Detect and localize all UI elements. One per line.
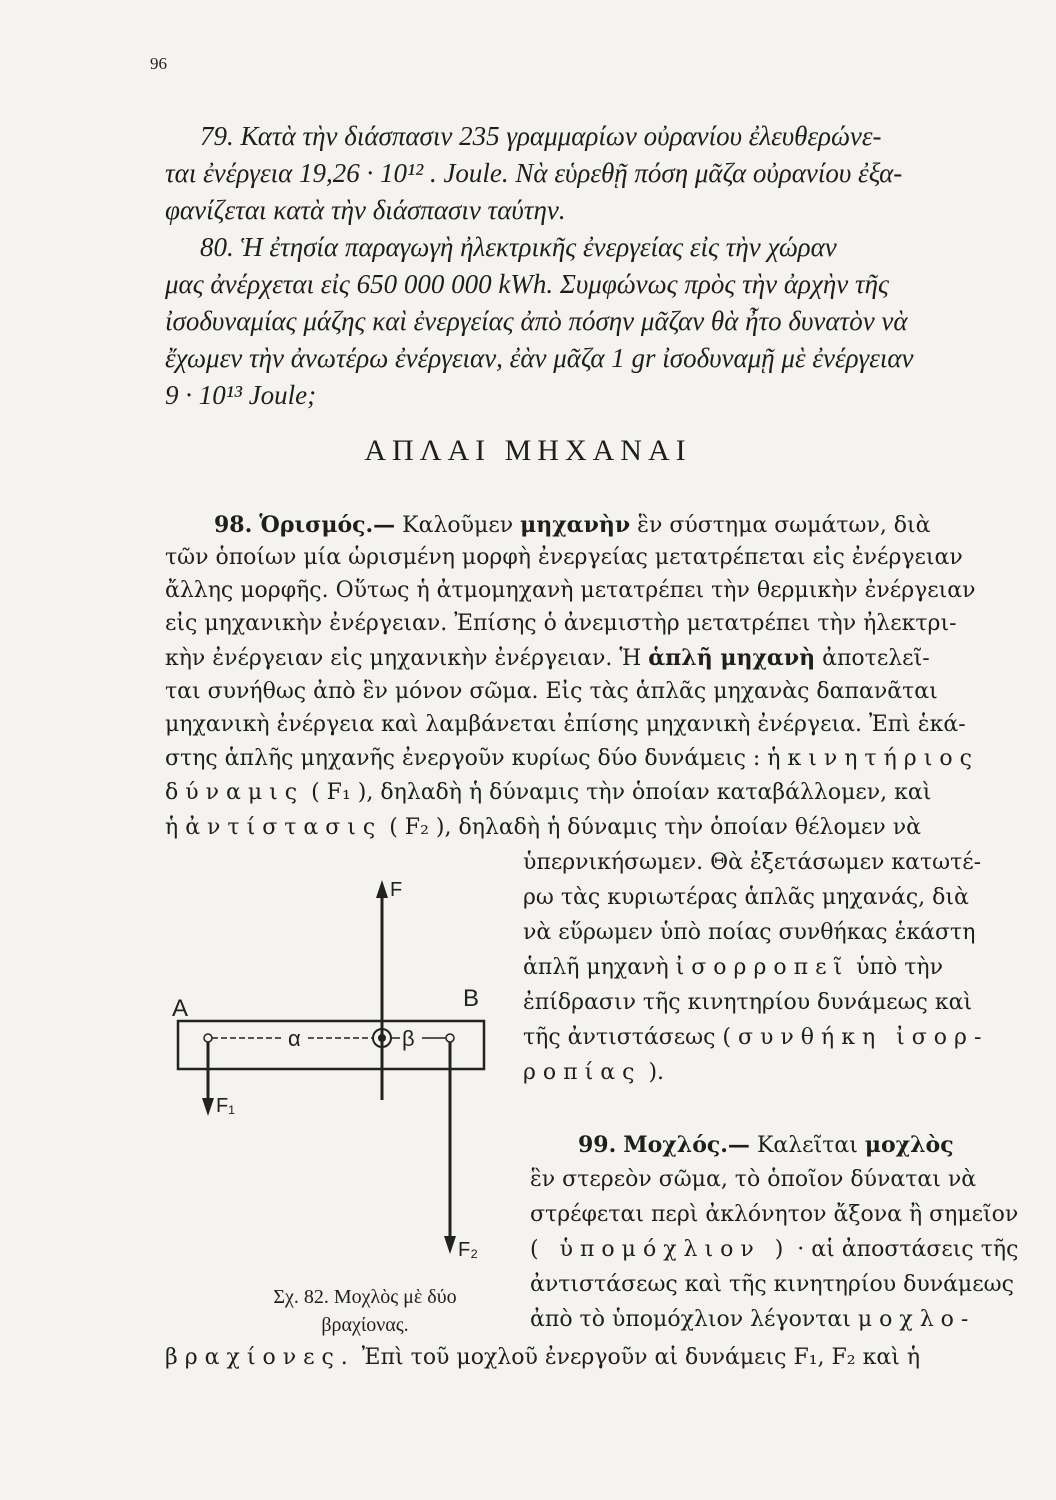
force-f-arrowhead <box>376 880 388 898</box>
para-line <box>165 1343 920 1373</box>
text-span: ἓν σύστημα σωμάτων, διὰ <box>637 513 931 538</box>
text-span: · αἱ ἀποστάσεις τῆς <box>797 1237 1019 1262</box>
label-b-end: B <box>463 985 480 1012</box>
text-span: κὴν ἐνέργειαν εἰς μηχανικὴν ἐνέργειαν. Ἡ <box>165 646 642 671</box>
point-a <box>204 1034 212 1042</box>
exercise-line: ἰσοδυναμίας μάζης καὶ ἐνεργείας ἀπὸ πόσην μᾶζαν θὰ ἦτο δυνατὸν νὰ <box>165 306 908 336</box>
spaced-term: δύναμις <box>165 780 305 805</box>
para-line: ρω τὰς κυριωτέρας ἁπλᾶς μηχανάς, διὰ <box>523 885 969 910</box>
para-line: στρέφεται περὶ ἀκλόνητον ἄξονα ἢ σημεῖον <box>530 1202 1019 1227</box>
label-f2: F₂ <box>458 1239 478 1261</box>
text-span: ἁπλῆ μηχανὴ <box>523 955 669 980</box>
paragraph-number: 98. <box>214 512 253 538</box>
spaced-term: ( ὑπομόχλιον ) <box>530 1237 791 1262</box>
para-line: ἄλλης μορφῆς. Οὕτως ἡ ἀτμομηχανὴ μετατρέπει τὴν θερμικὴν ἐνέργειαν <box>165 578 976 603</box>
para-line: ὑπερνικήσωμεν. Θὰ ἐξετάσωμεν κατωτέ- <box>523 850 982 875</box>
label-f1: F₁ <box>216 1095 235 1117</box>
para-line: μηχανικὴ ἐνέργεια καὶ λαμβάνεται ἐπίσης μηχανικὴ ἐνέργεια. Ἐπὶ ἑκά- <box>165 712 966 737</box>
para-line <box>578 1130 954 1161</box>
spaced-term: ροπίας <box>523 1060 642 1085</box>
para-line <box>530 1305 975 1335</box>
para-line: ἓν στερεὸν σῶμα, τὸ ὁποῖον δύναται νὰ <box>530 1167 977 1192</box>
spaced-term: ἰσορροπεῖ <box>675 955 850 980</box>
exercise-line: φανίζεται κατὰ τὴν διάσπασιν ταύτην. <box>165 195 566 225</box>
exercise-line: ται ἐνέργεια 19,26 · 10¹² . Joule. Νὰ εὑρεθῇ πόση μᾶζα οὐρανίου ἐξα- <box>165 158 903 188</box>
paragraph-heading: Μοχλός.— <box>623 1132 750 1158</box>
label-f: F <box>390 879 403 901</box>
point-b <box>446 1034 454 1042</box>
para-line <box>523 953 943 983</box>
bold-term: ἁπλῆ μηχανὴ <box>648 645 816 671</box>
text-span: ὑπὸ τὴν <box>856 955 943 980</box>
text-span: ). <box>648 1060 665 1085</box>
bold-term: μοχλὸς <box>864 1132 954 1158</box>
text-span: Καλοῦμεν <box>402 513 514 538</box>
bold-term: μηχανὴν <box>520 512 631 538</box>
spaced-term: βραχίονες. <box>165 1345 355 1370</box>
force-f2-arrowhead <box>444 1236 456 1254</box>
fulcrum-inner <box>378 1034 386 1042</box>
para-line <box>165 744 979 774</box>
exercise-line: 80. Ἡ ἐτησία παραγωγὴ ἠλεκτρικῆς ἐνεργείας εἰς τὴν χώραν <box>200 232 837 262</box>
para-line <box>530 1235 1018 1265</box>
exercise-80 <box>165 229 1025 414</box>
para-line <box>214 510 931 541</box>
para-line: εἰς μηχανικὴν ἐνέργειαν. Ἐπίσης ὁ ἀνεμιστὴρ μετατρέπει τὴν ἠλεκτρι- <box>165 611 957 636</box>
text-span: ἡ <box>165 815 179 840</box>
text-span: στης ἁπλῆς μηχανῆς ἐνεργοῦν κυρίως δύο δυνάμεις : ἡ <box>165 746 781 771</box>
caption-line: Σχ. 82. Μοχλὸς μὲ δύο <box>273 1286 457 1308</box>
text-span: ( F₁ ), δηλαδὴ ἡ δύναμις τὴν ὁποίαν καταβάλλομεν, καὶ <box>311 780 932 805</box>
page-number: 96 <box>150 54 167 73</box>
para-line: ται συνήθως ἀπὸ ἓν μόνον σῶμα. Εἰς τὰς ἁπλᾶς μηχανὰς δαπανᾶται <box>165 679 938 704</box>
figure-caption <box>230 1283 500 1339</box>
para-line: ἀντιστάσεως καὶ τῆς κινητηρίου δυνάμεως <box>530 1272 1014 1297</box>
force-f1-arrowhead <box>202 1098 214 1116</box>
section-title: ΑΠΛΑΙ ΜΗΧΑΝΑΙ <box>364 434 692 467</box>
text-span: ἀποτελεῖ- <box>822 646 930 671</box>
text-span: τῆς ἀντιστάσεως ( <box>523 1025 731 1050</box>
spaced-term: μοχλο- <box>857 1307 976 1332</box>
exercise-line: 79. Κατὰ τὴν διάσπασιν 235 γραμμαρίων οὐρανίου ἐλευθερώνε- <box>200 121 882 151</box>
exercise-line: 9 · 10¹³ Joule; <box>165 380 317 410</box>
para-line <box>523 1023 988 1053</box>
exercise-line: μας ἀνέρχεται εἰς 650 000 000 kWh. Συμφώνως πρὸς τὴν ἀρχὴν τῆς <box>165 269 890 299</box>
label-beta: β <box>402 1026 415 1051</box>
para-line: νὰ εὕρωμεν ὑπὸ ποίας συνθήκας ἑκάστη <box>523 920 976 945</box>
spaced-term: συνθήκη ἰσορ- <box>738 1025 989 1050</box>
label-alpha: α <box>288 1026 301 1051</box>
text-span: Ἐπὶ τοῦ μοχλοῦ ἐνεργοῦν αἱ δυνάμεις F₁, F₂ καὶ ἡ <box>361 1345 921 1370</box>
paragraph-number: 99. <box>578 1132 617 1158</box>
text-span: ἀπὸ τὸ ὑπομόχλιον λέγονται <box>530 1307 851 1332</box>
para-line: τῶν ὁποίων μία ὡρισμένη μορφὴ ἐνεργείας μετατρέπεται εἰς ἐνέργειαν <box>165 545 963 570</box>
label-a-end: A <box>172 995 189 1022</box>
spaced-term: κινητήριος <box>787 746 979 771</box>
para-line <box>165 778 931 808</box>
lever-bar <box>178 1021 484 1069</box>
para-line <box>165 813 921 843</box>
para-line: ἐπίδρασιν τῆς κινητηρίου δυνάμεως καὶ <box>523 990 973 1015</box>
text-span: ( F₂ ), δηλαδὴ ἡ δύναμις τὴν ὁποίαν θέλομεν νὰ <box>389 815 922 840</box>
para-line <box>165 643 930 674</box>
paragraph-heading: Ὁρισμός.— <box>259 512 396 538</box>
caption-line: βραχίονας. <box>321 1314 409 1336</box>
lever-diagram <box>160 876 500 1276</box>
spaced-term: ἀντίστασις <box>185 815 383 840</box>
para-line <box>523 1058 664 1088</box>
exercise-line: ἔχωμεν τὴν ἀνωτέρω ἐνέργειαν, ἐὰν μᾶζα 1 gr ἰσοδυναμῇ μὲ ἐνέργειαν <box>165 343 914 373</box>
exercise-79 <box>165 118 1025 229</box>
text-span: Καλεῖται <box>756 1133 858 1158</box>
